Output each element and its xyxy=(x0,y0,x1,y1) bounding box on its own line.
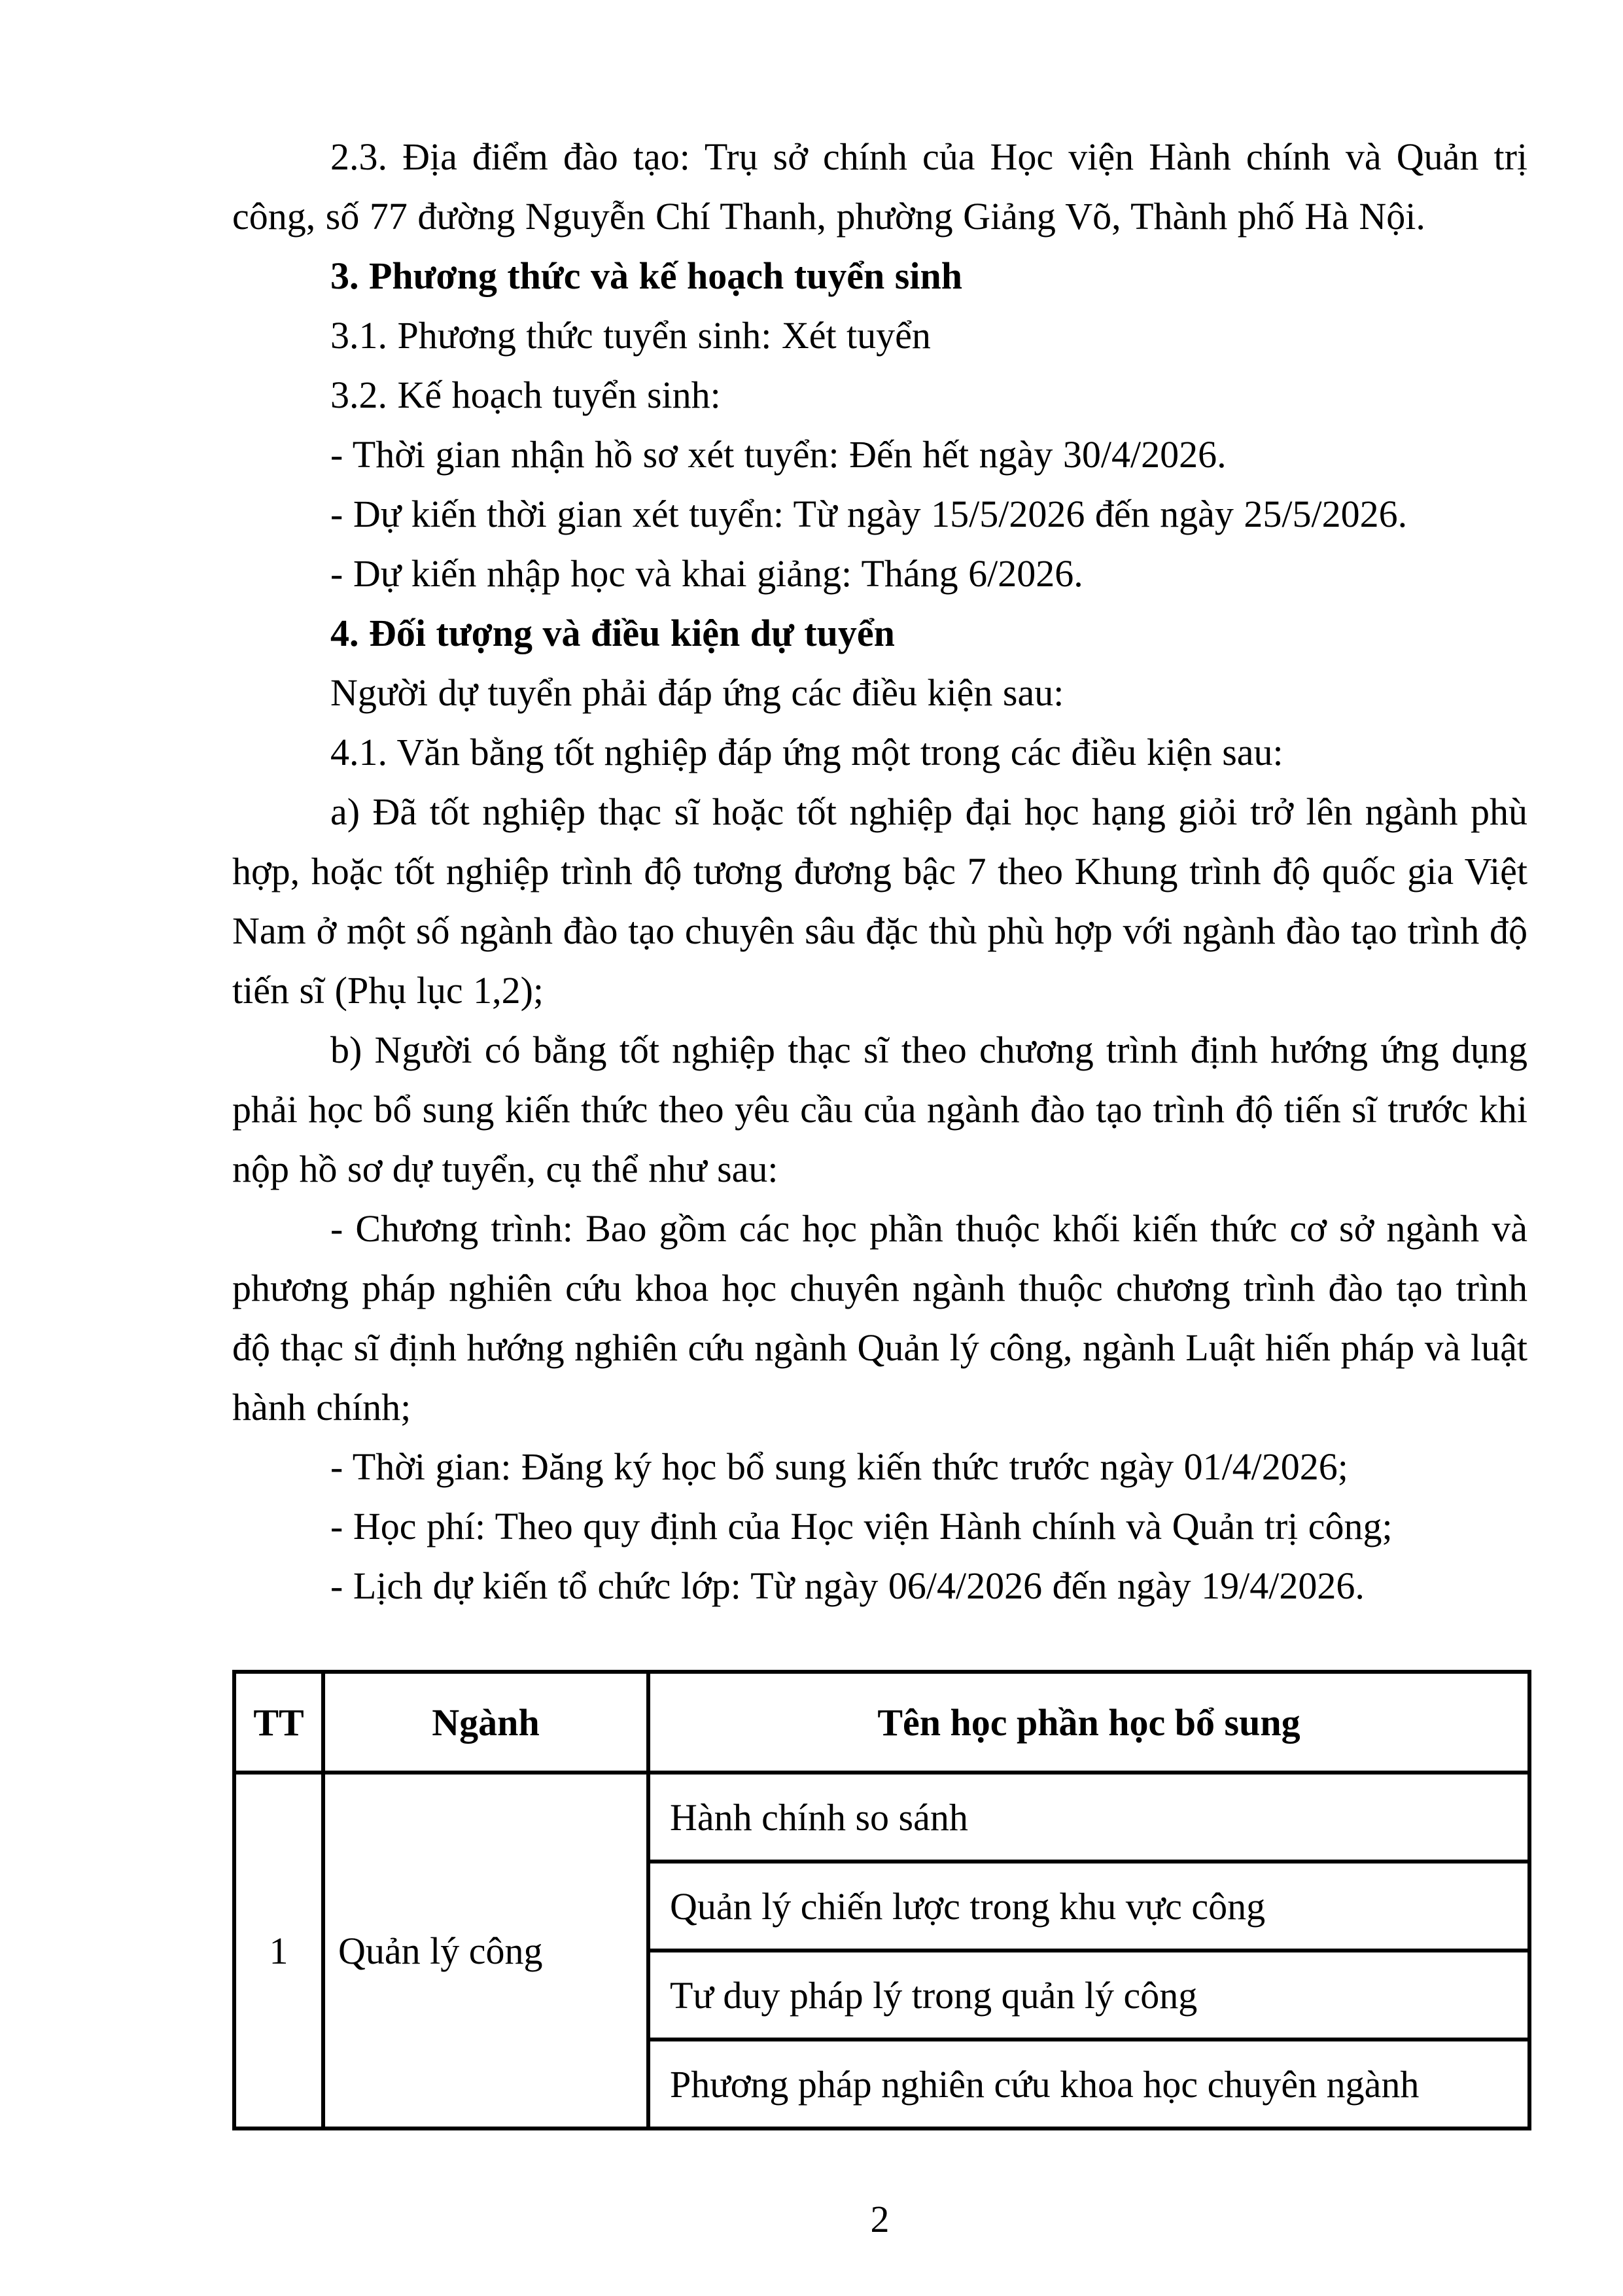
supplementary-courses-table xyxy=(232,1670,1531,2130)
cell-course-4: Phương pháp nghiên cứu khoa học chuyên ngành xyxy=(648,2040,1529,2128)
paragraph-admission-plan: 3.2. Kế hoạch tuyển sinh: xyxy=(330,374,721,416)
cell-course-1: Hành chính so sánh xyxy=(648,1773,1529,1862)
document-body xyxy=(232,127,1527,2249)
paragraph-condition-b: b) Người có bằng tốt nghiệp thạc sĩ theo chương trình định hướng ứng dụng phải học bổ sung kiến thức theo yêu cầu của ngành đào tạo trình độ tiến sĩ trước khi nộp hồ sơ dự tuyển, cụ thể như sau: xyxy=(232,1029,1527,1190)
header-course-name: Tên học phần học bổ sung xyxy=(648,1672,1529,1773)
list-item-class-schedule: - Lịch dự kiến tổ chức lớp: Từ ngày 06/4/2026 đến ngày 19/4/2026. xyxy=(330,1564,1365,1607)
list-item-supplementary-program: - Chương trình: Bao gồm các học phần thuộc khối kiến thức cơ sở ngành và phương pháp nghiên cứu khoa học chuyên ngành thuộc chương trình đào tạo trình độ thạc sĩ định hướng nghiên cứu ngành Quản lý công, ngành Luật hiến pháp và luật hành chính; xyxy=(232,1207,1527,1428)
heading-eligibility: 4. Đối tượng và điều kiện dự tuyển xyxy=(330,612,895,654)
header-nganh: Ngành xyxy=(323,1672,648,1773)
cell-course-3: Tư duy pháp lý trong quản lý công xyxy=(648,1951,1529,2040)
paragraph-admission-method: 3.1. Phương thức tuyển sinh: Xét tuyển xyxy=(330,314,931,357)
table-row xyxy=(234,1773,1529,1862)
page-number: 2 xyxy=(870,2198,890,2240)
list-item-enrollment-opening: - Dự kiến nhập học và khai giảng: Tháng 6/2026. xyxy=(330,552,1083,595)
list-item-review-period: - Dự kiến thời gian xét tuyển: Từ ngày 15/5/2026 đến ngày 25/5/2026. xyxy=(330,493,1408,535)
list-item-registration-deadline: - Thời gian: Đăng ký học bổ sung kiến thức trước ngày 01/4/2026; xyxy=(330,1445,1348,1488)
heading-admission-method-plan: 3. Phương thức và kế hoạch tuyển sinh xyxy=(330,255,963,297)
table-header-row xyxy=(234,1672,1529,1773)
header-tt: TT xyxy=(234,1672,323,1773)
paragraph-training-location: 2.3. Địa điểm đào tạo: Trụ sở chính của Học viện Hành chính và Quản trị công, số 77 đường Nguyễn Chí Thanh, phường Giảng Võ, Thành phố Hà Nội. xyxy=(232,135,1527,238)
paragraph-eligibility-intro: Người dự tuyển phải đáp ứng các điều kiện sau: xyxy=(330,671,1064,714)
paragraph-condition-a: a) Đã tốt nghiệp thạc sĩ hoặc tốt nghiệp đại học hạng giỏi trở lên ngành phù hợp, hoặc tốt nghiệp trình độ tương đương bậc 7 theo Khung trình độ quốc gia Việt Nam ở một số ngành đào tạo chuyên sâu đặc thù phù hợp với ngành đào tạo trình độ tiến sĩ (Phụ lục 1,2); xyxy=(232,790,1527,1012)
paragraph-degree-requirement: 4.1. Văn bằng tốt nghiệp đáp ứng một trong các điều kiện sau: xyxy=(330,731,1283,773)
cell-row-number: 1 xyxy=(234,1773,323,2128)
list-item-application-deadline: - Thời gian nhận hồ sơ xét tuyển: Đến hết ngày 30/4/2026. xyxy=(330,433,1227,476)
cell-course-2: Quản lý chiến lược trong khu vực công xyxy=(648,1862,1529,1951)
cell-major: Quản lý công xyxy=(323,1773,648,2128)
list-item-tuition: - Học phí: Theo quy định của Học viện Hành chính và Quản trị công; xyxy=(330,1505,1393,1547)
